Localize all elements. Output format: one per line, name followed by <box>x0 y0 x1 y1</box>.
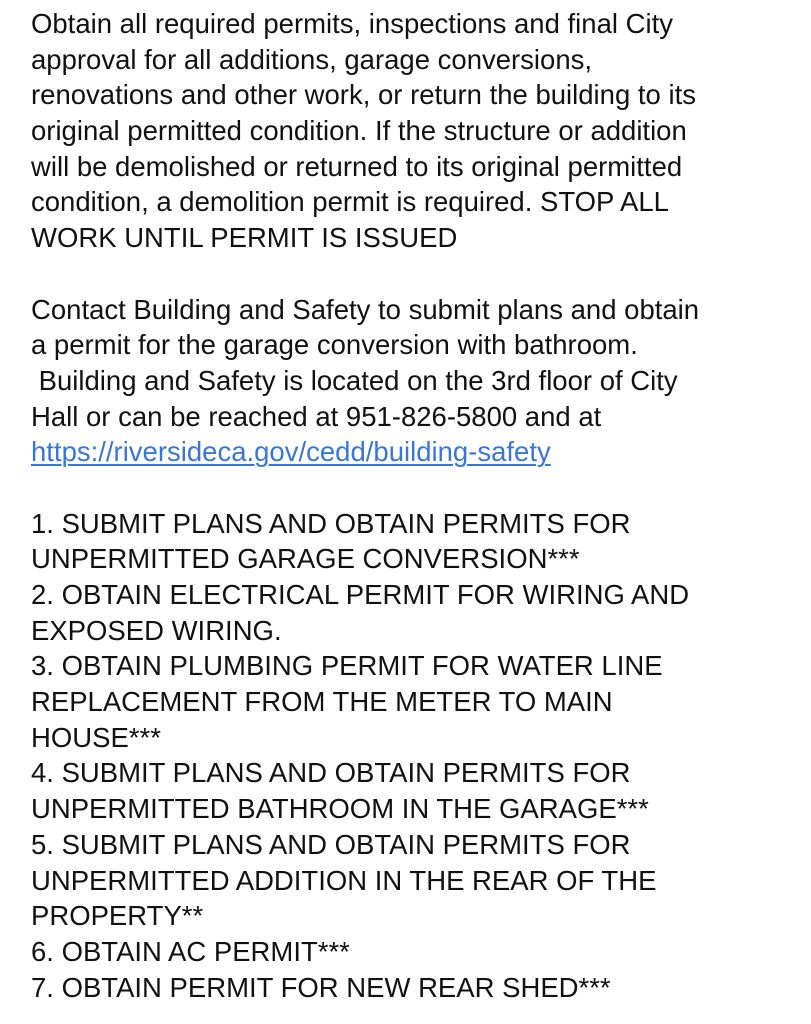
building-safety-link[interactable]: https://riversideca.gov/cedd/building-safety <box>31 436 551 468</box>
text-line: Contact Building and Safety to submit plans and obtain <box>31 293 700 325</box>
document-body <box>31 6 801 1005</box>
list-item: 4. SUBMIT PLANS AND OBTAIN PERMITS FOR <box>31 757 631 789</box>
text-line: will be demolished or returned to its original permitted <box>31 150 683 182</box>
list-item: 5. SUBMIT PLANS AND OBTAIN PERMITS FOR <box>31 828 631 860</box>
text-line: original permitted condition. If the structure or addition <box>31 115 687 147</box>
paragraph-permits-requirement <box>31 6 801 256</box>
paragraph-contact-building-safety <box>31 292 801 470</box>
list-item: PROPERTY** <box>31 900 204 932</box>
list-item: 1. SUBMIT PLANS AND OBTAIN PERMITS FOR <box>31 507 631 539</box>
list-item: 6. OBTAIN AC PERMIT*** <box>31 935 350 967</box>
list-item: UNPERMITTED BATHROOM IN THE GARAGE*** <box>31 793 649 825</box>
list-item: 2. OBTAIN ELECTRICAL PERMIT FOR WIRING AND <box>31 579 690 610</box>
paragraph-spacer <box>31 470 801 506</box>
text-line: approval for all additions, garage conversions, <box>31 43 593 75</box>
list-item: REPLACEMENT FROM THE METER TO MAIN <box>31 686 613 718</box>
list-item: UNPERMITTED ADDITION IN THE REAR OF THE <box>31 864 657 896</box>
text-line: a permit for the garage conversion with bathroom. <box>31 329 638 361</box>
list-item: EXPOSED WIRING. <box>31 614 282 646</box>
paragraph-spacer <box>31 256 801 292</box>
list-item: 3. OBTAIN PLUMBING PERMIT FOR WATER LINE <box>31 650 663 682</box>
required-actions-list <box>31 506 801 1006</box>
text-line: condition, a demolition permit is required. STOP ALL <box>31 186 669 218</box>
text-line: Obtain all required permits, inspections and final City <box>31 8 673 39</box>
text-line: Hall or can be reached at 951-826-5800 and at <box>31 400 602 432</box>
list-item: HOUSE*** <box>31 721 161 753</box>
list-item: UNPERMITTED GARAGE CONVERSION*** <box>31 543 580 575</box>
text-line: renovations and other work, or return the building to its <box>31 79 696 111</box>
list-item: 7. OBTAIN PERMIT FOR NEW REAR SHED*** <box>31 971 611 1003</box>
text-line <box>31 434 801 470</box>
text-line: WORK UNTIL PERMIT IS ISSUED <box>31 222 458 254</box>
text-line: Building and Safety is located on the 3rd floor of City <box>31 364 678 396</box>
